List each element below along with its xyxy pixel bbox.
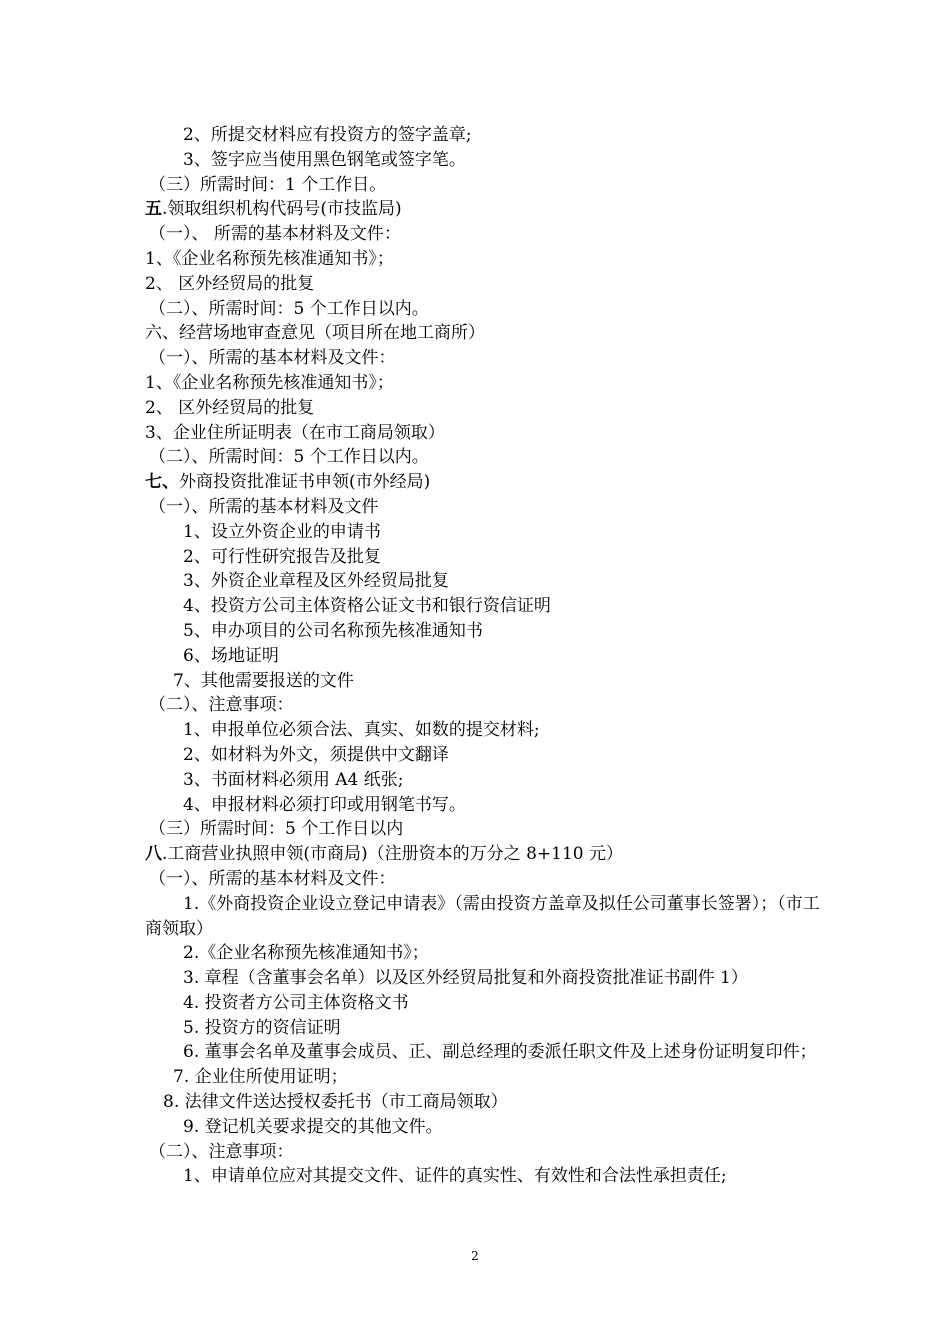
text-line: （二）、注意事项： xyxy=(149,695,294,716)
list-item: 4. 投资者方公司主体资格文书 xyxy=(183,992,409,1013)
text-line: （二）、所需时间：5 个工作日以内。 xyxy=(149,298,429,319)
list-item: 1、申请单位应对其提交文件、证件的真实性、有效性和合法性承担责任; xyxy=(183,1166,727,1187)
text-line: 1、《企业名称预先核准通知书》； xyxy=(145,372,394,393)
document-body xyxy=(145,123,825,1189)
list-item: 4、申报材料必须打印或用钢笔书写。 xyxy=(183,794,466,815)
list-item: 7. 企业住所使用证明； xyxy=(173,1067,348,1088)
text-line: （一）、 所需的基本材料及文件： xyxy=(149,224,401,245)
text-line: 1、《企业名称预先核准通知书》； xyxy=(145,248,394,269)
list-item: 9. 登记机关要求提交的其他文件。 xyxy=(183,1116,443,1137)
text-line: （三）所需时间：5 个工作日以内 xyxy=(149,819,404,840)
section-number: 五 xyxy=(145,199,162,220)
list-item: 2、可行性研究报告及批复 xyxy=(183,546,381,567)
text-line: （一）、所需的基本材料及文件： xyxy=(149,348,396,369)
text-line: 2、所提交材料应有投资方的签字盖章; xyxy=(183,125,472,145)
list-item: 5、申办项目的公司名称预先核准通知书 xyxy=(183,620,483,641)
section-heading xyxy=(145,470,825,495)
section-heading: 六、经营场地审查意见（项目所在地工商所） xyxy=(145,323,485,344)
section-heading xyxy=(145,842,825,867)
list-item: 6、场地证明 xyxy=(183,645,279,666)
list-item: 8. 法律文件送达授权委托书（市工商局领取） xyxy=(163,1092,508,1113)
section-title: .领取组织机构代码号(市技监局) xyxy=(162,199,402,220)
section-title: .工商营业执照申领(市商局)（注册资本的万分之 8+110 元） xyxy=(162,844,623,865)
text-line: （一）、所需的基本材料及文件： xyxy=(149,868,396,889)
list-item: 3、外资企业章程及区外经贸局批复 xyxy=(183,571,449,592)
section-number: 八 xyxy=(145,844,162,865)
text-line: （二）、所需时间：5 个工作日以内。 xyxy=(149,447,429,468)
section-number: 七、 xyxy=(145,472,179,493)
section-title: 外商投资批准证书申领(市外经局) xyxy=(179,472,431,493)
text-line: 2、 区外经贸局的批复 xyxy=(145,273,315,294)
list-item: 2.《企业名称预先核准通知书》； xyxy=(183,943,429,964)
text-line: （二）、注意事项： xyxy=(149,1141,294,1162)
list-item: 1、申报单位必须合法、真实、如数的提交材料; xyxy=(183,720,540,741)
list-item: 3、书面材料必须用 A4 纸张; xyxy=(183,769,404,790)
list-item: 3. 章程（含董事会名单）以及区外经贸局批复和外商投资批准证书副件 1） xyxy=(183,968,748,989)
list-item: 6. 董事会名单及董事会成员、正、副总经理的委派任职文件及上述身份证明复印件； xyxy=(183,1042,817,1063)
page-number: 2 xyxy=(471,1249,479,1263)
list-item: 7、其他需要报送的文件 xyxy=(173,670,354,691)
text-line: 3、企业住所证明表（在市工商局领取） xyxy=(145,422,445,443)
text-line: 2、 区外经贸局的批复 xyxy=(145,397,315,418)
list-item: 2、如材料为外文，须提供中文翻译 xyxy=(183,744,449,765)
text-line: 3、签字应当使用黑色钢笔或签字笔。 xyxy=(183,149,466,170)
list-item: 1、设立外资企业的申请书 xyxy=(183,521,381,542)
section-heading xyxy=(145,197,825,222)
list-item: 1.《外商投资企业设立登记申请表》（需由投资方盖章及拟任公司董事长签署）；（市工商领取） xyxy=(145,893,820,939)
text-line: （一）、所需的基本材料及文件 xyxy=(149,496,379,517)
text-line: （三）所需时间：1 个工作日。 xyxy=(149,174,387,195)
list-item: 4、投资方公司主体资格公证文书和银行资信证明 xyxy=(183,596,551,617)
list-item: 5. 投资方的资信证明 xyxy=(183,1017,341,1038)
